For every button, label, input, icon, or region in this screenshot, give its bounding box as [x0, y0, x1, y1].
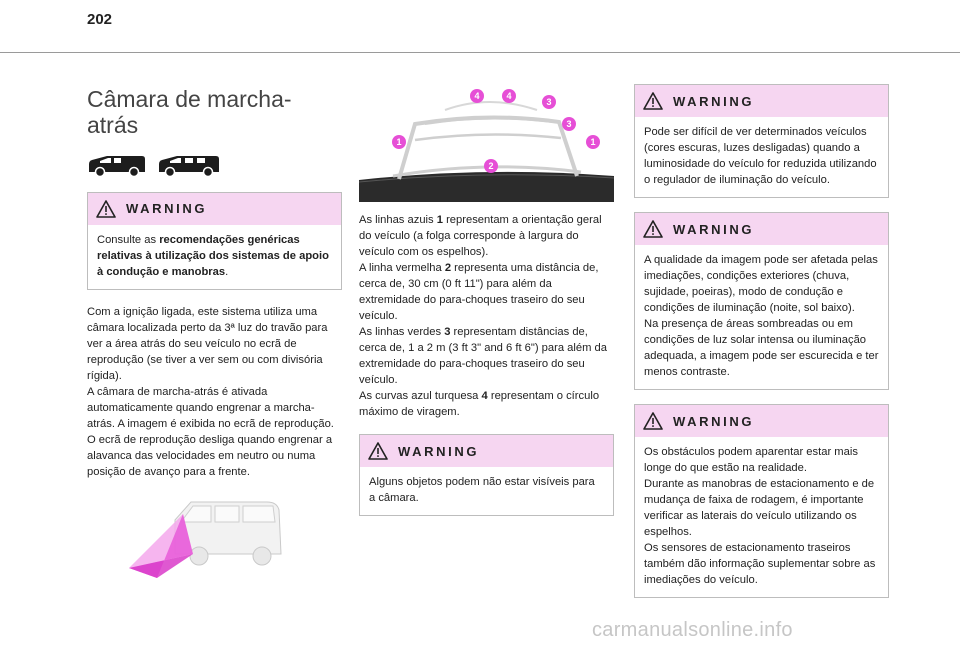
- intro-paragraph: Com a ignição ligada, este sistema utiliza uma câmara localizada perto da 3ª luz do travão para ver a área atrás do seu veículo no ecrã de reprodução (se tiver a ver sem ou com divisória rígida). A câmara de marcha-atrás é ativada automaticamente quando engrenar a marcha-atrás. A imagem é exibida no ecrã de reprodução. O ecrã de reprodução desliga quando engrenar a alavanca das velocidades em neutro ou numa posição de avanço para a frente.: [87, 305, 334, 478]
- camera-marker-1-right: 1: [590, 137, 596, 147]
- rear-camera-view-diagram: [359, 84, 614, 202]
- warning-box-image-quality: [634, 212, 889, 390]
- camera-marker-2: 2: [488, 161, 494, 171]
- warning-label: WARNING: [673, 221, 755, 237]
- camera-marker-3-bottom: 3: [566, 119, 572, 129]
- camera-marker-3-top: 3: [546, 97, 552, 107]
- vehicle-variants: [87, 153, 342, 177]
- warning-box-dark-vehicles: [634, 84, 889, 198]
- page-number: 202: [87, 11, 113, 28]
- section-title: Câmara de marcha-atrás: [87, 86, 292, 139]
- van-rear-camera-illustration: [127, 494, 307, 582]
- warning-text: Pode ser difícil de ver determinados veículos (cores escuras, luzes desligadas) quando a luminosidade do veículo for reduzida utilizando o regulador de iluminação do veículo.: [644, 126, 877, 186]
- turquoise-curves-description: As curvas azul turquesa 4 representam o círculo máximo de viragem.: [359, 390, 600, 418]
- warning-box-objects-not-visible: [359, 434, 614, 516]
- camera-marker-4-left: 4: [474, 91, 480, 101]
- warning-text: [88, 225, 341, 289]
- camera-marker-1-left: 1: [396, 137, 402, 147]
- warning-text-link-reference[interactable]: recomendações genéricas relativas à utilização dos sistemas de apoio à condução e manobras: [97, 233, 329, 278]
- camera-marker-4-right: 4: [506, 91, 512, 101]
- warning-triangle-icon: [368, 442, 388, 460]
- top-rule: [0, 52, 960, 53]
- warning-label: WARNING: [673, 93, 755, 109]
- warning-label: WARNING: [398, 443, 480, 459]
- warning-box-driving-aids: [87, 192, 342, 290]
- warning-header: [360, 435, 613, 467]
- warning-header: [635, 85, 888, 117]
- red-line-description: A linha vermelha 2 representa uma distância de, cerca de, 30 cm (0 ft 11") para além da extremidade do para-choques traseiro do seu veículo.: [359, 262, 599, 322]
- van-long-icon: [157, 153, 221, 177]
- warning-text-lead: Consulte as: [97, 233, 160, 246]
- warning-text: Alguns objetos podem não estar visíveis para a câmara.: [369, 476, 595, 504]
- blue-lines-description: As linhas azuis 1 representam a orientação geral do veículo (a folga corresponde à largura do veículo com os espelhos).: [359, 214, 602, 258]
- column-right: [634, 84, 889, 612]
- warning-label: WARNING: [126, 201, 208, 217]
- warning-text: Os obstáculos podem aparentar estar mais longe do que estão na realidade. Durante as manobras de estacionamento e de mudança de faixa de rodagem, é importante verificar as laterais do veículo utilizando os espelhos. Os sensores de estacionamento traseiros também dão informação suplementar sobre as imediações do veículo.: [644, 446, 876, 586]
- green-lines-description: As linhas verdes 3 representam distâncias de, cerca de, 1 a 2 m (3 ft 3" and 6 ft 6") para além da extremidade do para-choques traseiro do seu veículo.: [359, 326, 607, 386]
- warning-triangle-icon: [643, 92, 663, 110]
- warning-box-obstacle-distance: [634, 404, 889, 598]
- warning-text: A qualidade da imagem pode ser afetada pelas imediações, condições exteriores (chuva, sujidade, poeiras), modo de condução e condições de iluminação (noite, sol baixo). Na presença de áreas sombreadas ou em condições de luz solar intensa ou iluminação adequada, a imagem pode ser escurecida e ter menos contraste.: [644, 254, 879, 378]
- warning-text-end: .: [225, 265, 229, 278]
- warning-triangle-icon: [96, 200, 116, 218]
- warning-triangle-icon: [643, 412, 663, 430]
- column-middle: [359, 84, 614, 530]
- warning-header: [635, 405, 888, 437]
- warning-header: [635, 213, 888, 245]
- column-left: [87, 84, 342, 582]
- van-short-icon: [87, 153, 147, 177]
- warning-triangle-icon: [643, 220, 663, 238]
- warning-label: WARNING: [673, 413, 755, 429]
- watermark: carmanualsonline.info: [592, 619, 793, 641]
- warning-header: [88, 193, 341, 225]
